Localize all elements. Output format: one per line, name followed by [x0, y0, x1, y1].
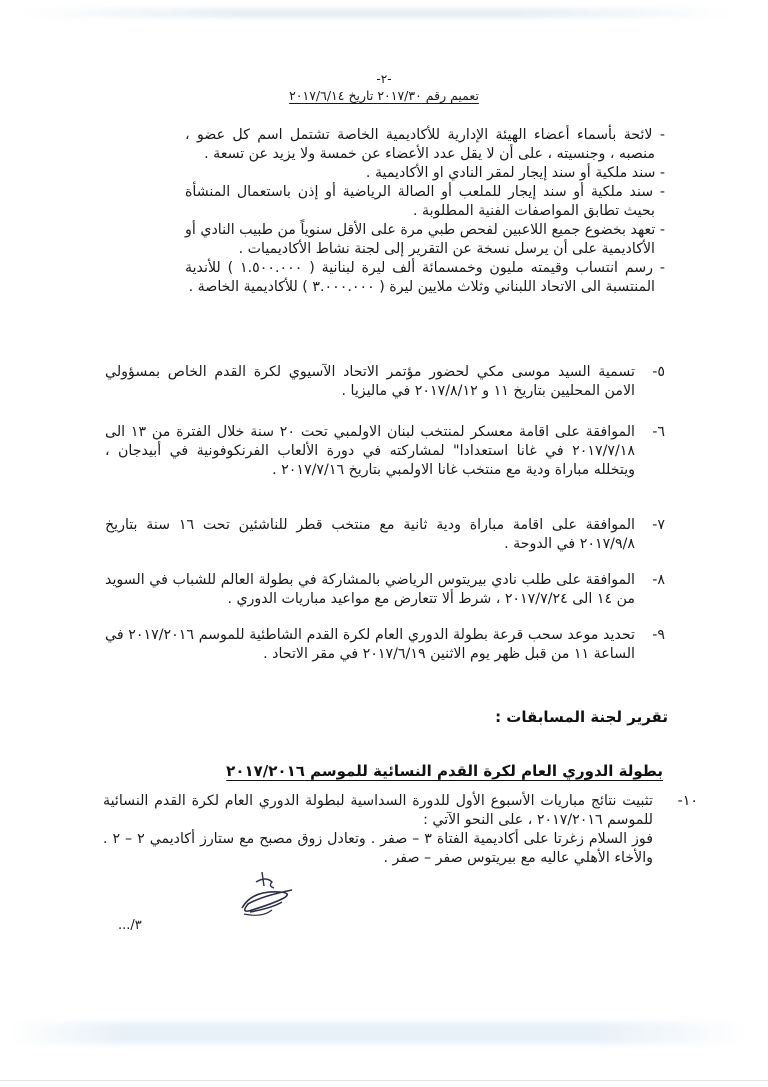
- requirements-list: [185, 126, 665, 297]
- item-number: ٦-: [652, 424, 665, 440]
- decision-item-10: [103, 792, 698, 868]
- signature: [222, 868, 312, 918]
- decision-item-9: [105, 626, 665, 664]
- item-number: ١٠-: [677, 793, 698, 809]
- scan-bleed-top: [20, 8, 738, 18]
- item-text: الموافقة على طلب نادي بيريتوس الرياضي بالمشاركة في بطولة العالم للشباب في السويد من ١٤ الى ٢٠١٧/٧/٢٤ ، شرط ألا تتعارض مع مواعيد مباريات الدوري .: [105, 572, 635, 607]
- scan-bleed-bottom: [10, 1022, 748, 1044]
- page-edge: [0, 1080, 768, 1081]
- item-text: تحديد موعد سحب قرعة بطولة الدوري العام لكرة القدم الشاطئية للموسم ٢٠١٧/٢٠١٦ في الساعة ١١ من قبل ظهر يوم الاثنين ٢٠١٧/٦/١٩ في مقر الاتحاد .: [105, 627, 635, 662]
- circular-reference-text: تعميم رقم ٢٠١٧/٣٠ تاريخ ٢٠١٧/٦/١٤: [289, 88, 479, 103]
- requirement-item: - سند ملكية أو سند إيجار لمقر النادي او الأكاديمية .: [365, 165, 665, 181]
- requirement-item: - تعهد بخضوع جميع اللاعبين لفحص طبي مرة على الأقل سنوياً من طبيب النادي أو الأكاديمية على أن يرسل نسخة عن التقرير إلى لجنة نشاط الأكاديميات .: [185, 222, 665, 257]
- decision-item-7: [105, 516, 665, 554]
- item-number: ٨-: [652, 572, 665, 588]
- item-text: الموافقة على اقامة مباراة ودية ثانية مع منتخب قطر للناشئين تحت ١٦ سنة بتاريخ ٢٠١٧/٩/٨ في الدوحة .: [105, 517, 635, 552]
- item-number: ٩-: [652, 627, 665, 643]
- match-results: فوز السلام زغرتا على أكاديمية الفتاة ٣ – صفر . وتعادل زوق مصبح مع ستارز أكاديمي ٢ – ٢ . والأخاء الأهلي عاليه مع بيريتوس صفر – صفر .: [103, 831, 653, 866]
- item-number: ٧-: [652, 517, 665, 533]
- continued-marker: ٣/...: [118, 918, 142, 933]
- page-number: -٢-: [376, 72, 392, 86]
- item-number: ٥-: [652, 364, 665, 380]
- section-subtitle: بطولة الدوري العام لكرة القدم النسائية للموسم ٢٠١٧/٢٠١٦: [226, 762, 663, 780]
- section-title: تقرير لجنة المسابقات :: [495, 708, 668, 726]
- circular-reference: [0, 88, 768, 103]
- item-text: الموافقة على اقامة معسكر لمنتخب لبنان الاولمبي تحت ٢٠ سنة خلال الفترة من ١٣ الى ٢٠١٧/٧/١٨ في غانا استعدادا" لمشاركته في دورة الألعاب الفرنكوفونية في أبيدجان ، ويتخلله مباراة ودية مع منتخب غانا الاولمبي بتاريخ ٢٠١٧/٧/١٦ .: [105, 424, 635, 478]
- item-text: تسمية السيد موسى مكي لحضور مؤتمر الاتحاد الآسيوي لكرة القدم الخاص بمسؤولي الامن المحليين بتاريخ ١١ و ٢٠١٧/٨/١٢ في ماليزيا .: [105, 364, 635, 399]
- item-text: تثبيت نتائج مباريات الأسبوع الأول للدورة السداسية لبطولة الدوري العام لكرة القدم النسائية للموسم ٢٠١٧/٢٠١٦ ، على النحو الآتي :: [103, 793, 653, 828]
- requirement-item: - سند ملكية أو سند إيجار للملعب أو الصالة الرياضية أو إذن باستعمال المنشأة بحيث تطابق المواصفات الفنية المطلوبة .: [185, 184, 665, 219]
- decision-item-6: [105, 423, 665, 480]
- requirement-item: - رسم انتساب وقيمته مليون وخمسمائة ألف ليرة لبنانية ( ١.٥٠٠.٠٠٠ ) للأندية المنتسبة الى الاتحاد اللبناني وثلاث ملايين ليرة ( ٣.٠٠٠.٠٠٠ ) للأكاديمية الخاصة .: [185, 260, 665, 295]
- requirement-item: - لائحة بأسماء أعضاء الهيئة الإدارية للأكاديمية الخاصة تشتمل اسم كل عضو ، منصبه ، وجنسيته ، على أن لا يقل عدد الأعضاء عن خمسة ولا يزيد عن تسعة .: [185, 127, 665, 162]
- decision-item-8: [105, 571, 665, 609]
- decision-item-5: [105, 363, 665, 401]
